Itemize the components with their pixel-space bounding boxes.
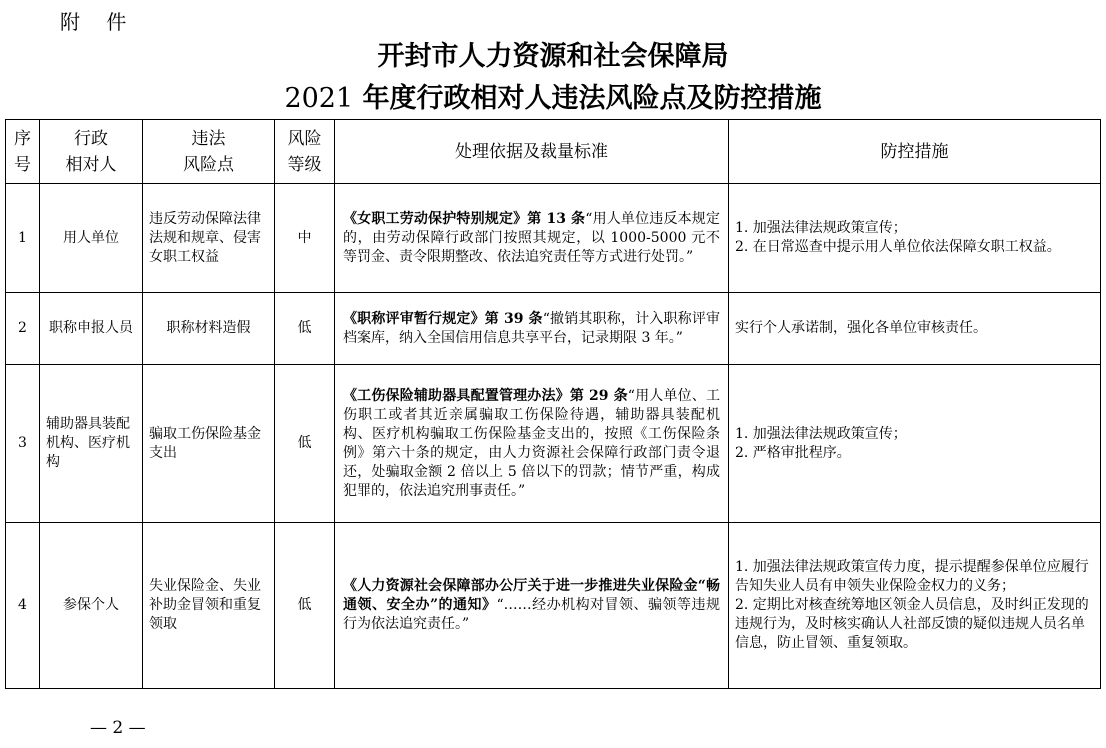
table-row — [6, 293, 1101, 365]
basis-reference: 《人力资源社会保障部办公厅关于进一步推进失业保险金“畅通领、安全办”的通知》 — [343, 578, 720, 613]
cell-measures: 1. 加强法律法规政策宣传； 2. 严格审批程序。 — [729, 365, 1101, 523]
cell-basis — [335, 293, 729, 365]
cell-party: 职称申报人员 — [40, 293, 143, 365]
cell-seq: 4 — [6, 523, 40, 689]
cell-risk-point: 骗取工伤保险基金支出 — [143, 365, 275, 523]
document-title-line2 — [0, 76, 1106, 115]
cell-risk-point: 职称材料造假 — [143, 293, 275, 365]
risk-table — [5, 119, 1101, 689]
cell-basis — [335, 523, 729, 689]
header-party: 行政 相对人 — [40, 120, 143, 184]
document-title-line1: 开封市人力资源和社会保障局 — [377, 41, 729, 72]
cell-basis — [335, 184, 729, 293]
page-number: — 2 — — [90, 718, 146, 738]
cell-risk-point: 违反劳动保障法律法规和规章、侵害女职工权益 — [143, 184, 275, 293]
header-risk-level: 风险 等级 — [275, 120, 335, 184]
header-basis: 处理依据及裁量标准 — [335, 120, 729, 184]
attachment-label: 附 件 — [60, 10, 137, 34]
cell-measures: 1. 加强法律法规政策宣传力度，提示提醒参保单位应履行告知失业人员有申领失业保险金权力的义务； 2. 定期比对核查统筹地区领金人员信息，及时纠正发现的违规行为，及时核实确认人社部反馈的疑似违规人员名单信息，防止冒领、重复领取。 — [729, 523, 1101, 689]
cell-risk-point: 失业保险金、失业补助金冒领和重复领取 — [143, 523, 275, 689]
header-measures: 防控措施 — [729, 120, 1101, 184]
header-seq: 序 号 — [6, 120, 40, 184]
cell-risk-level: 中 — [275, 184, 335, 293]
basis-text: “撤销其职称，计入职称评审档案库，纳入全国信用信息共享平台，记录期限 3 年。” — [343, 310, 720, 346]
cell-party: 参保个人 — [40, 523, 143, 689]
cell-seq: 2 — [6, 293, 40, 365]
cell-seq: 3 — [6, 365, 40, 523]
table-row — [6, 184, 1101, 293]
cell-party: 辅助器具装配机构、医疗机构 — [40, 365, 143, 523]
title-rest: 年度行政相对人违法风险点及防控措施 — [353, 83, 822, 114]
basis-text: “用人单位、工伤职工或者其近亲属骗取工伤保险待遇，辅助器具装配机构、医疗机构骗取工伤保险基金支出的，按照《工伤保险条例》第六十条的规定，由人力资源社会保障行政部门责令退还，处骗取金额 2 倍以上 5 倍以下的罚款；情节严重，构成犯罪的，依法追究刑事责任。” — [343, 387, 720, 499]
cell-measures: 实行个人承诺制，强化各单位审核责任。 — [729, 293, 1101, 365]
basis-text: “用人单位违反本规定的，由劳动保障行政部门按照其规定，以 1000-5000 元不等罚金、责令限期整改、依法追究责任等方式进行处罚。” — [343, 210, 720, 265]
cell-basis — [335, 365, 729, 523]
cell-seq: 1 — [6, 184, 40, 293]
table-row — [6, 523, 1101, 689]
basis-reference: 《工伤保险辅助器具配置管理办法》第 29 条 — [343, 387, 628, 404]
basis-reference: 《职称评审暂行规定》第 39 条 — [343, 310, 543, 327]
title-year: 2021 — [284, 83, 354, 114]
cell-risk-level: 低 — [275, 293, 335, 365]
basis-text: “……经办机构对冒领、骗领等违规行为依法追究责任。” — [343, 597, 720, 632]
cell-risk-level: 低 — [275, 523, 335, 689]
basis-reference: 《女职工劳动保护特别规定》第 13 条 — [343, 210, 586, 227]
cell-risk-level: 低 — [275, 365, 335, 523]
cell-measures: 1. 加强法律法规政策宣传； 2. 在日常巡查中提示用人单位依法保障女职工权益。 — [729, 184, 1101, 293]
table-header-row — [6, 120, 1101, 184]
header-risk-point: 违法 风险点 — [143, 120, 275, 184]
table-row — [6, 365, 1101, 523]
cell-party: 用人单位 — [40, 184, 143, 293]
